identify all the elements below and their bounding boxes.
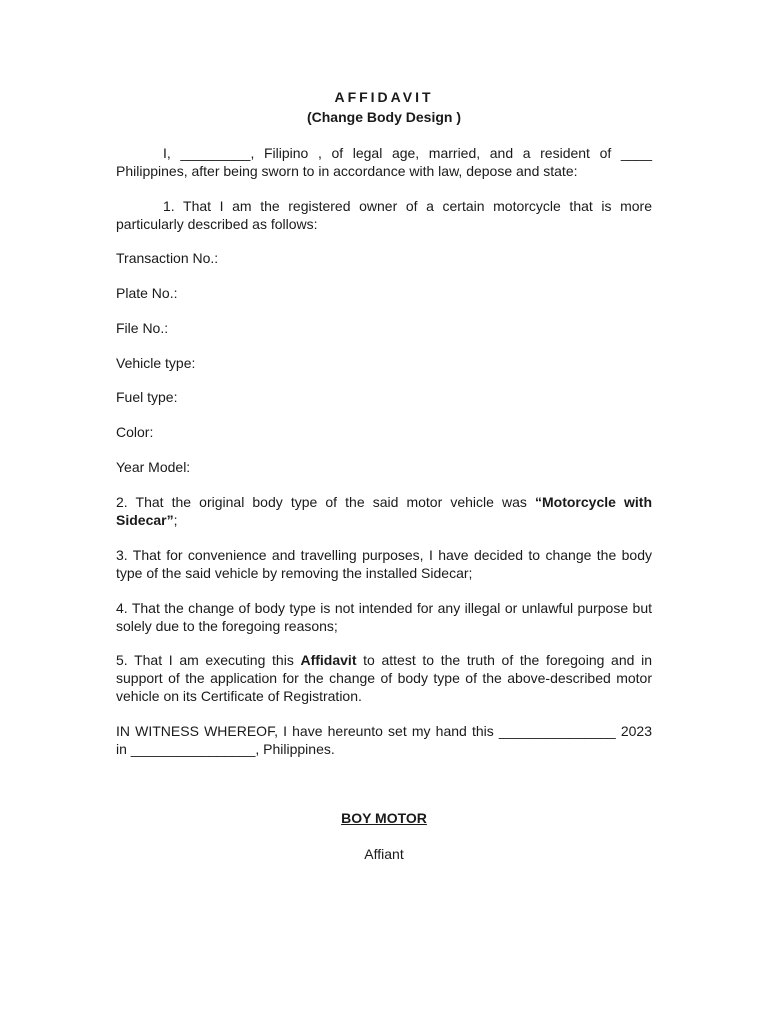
item-2-bold-text: “Motorcycle with Sidecar” <box>116 494 652 528</box>
field-year-model: Year Model: <box>116 459 191 475</box>
document-title: AFFIDAVIT <box>334 89 434 105</box>
document-subtitle: (Change Body Design ) <box>306 109 461 125</box>
item-5-bold-text: Affidavit <box>300 652 357 668</box>
item-1-line-1: 1. That I am the registered owner of a certain motorcycle that is more <box>163 198 652 214</box>
witness-paragraph <box>116 722 652 758</box>
item-2-tail: ; <box>173 512 178 528</box>
item-5-paragraph <box>116 651 652 705</box>
item-2-paragraph <box>116 493 652 529</box>
intro-line-2: Philippines, after being sworn to in accordance with law, depose and state: <box>116 163 578 179</box>
item-3-paragraph: 3. That for convenience and travelling purposes, I have decided to change the body type of the said vehicle by removing the installed Sidecar; <box>116 547 652 581</box>
witness-line-2: in ________________, Philippines. <box>116 741 335 757</box>
signatory-block <box>116 809 652 827</box>
item-2-text: 2. That the original body type of the said motor vehicle was <box>116 494 535 510</box>
item-5-text: 5. That I am executing this <box>116 652 301 668</box>
item-4-paragraph: 4. That the change of body type is not intended for any illegal or unlawful purpose but solely due to the foregoing reasons; <box>116 600 652 634</box>
field-vehicle-type: Vehicle type: <box>116 355 196 371</box>
field-file-no: File No.: <box>116 320 169 336</box>
field-fuel-type: Fuel type: <box>116 389 178 405</box>
witness-line-1: IN WITNESS WHEREOF, I have hereunto set my hand this _______________ 2023 <box>116 723 652 739</box>
field-plate-no: Plate No.: <box>116 285 178 301</box>
signatory-role: Affiant <box>364 846 404 862</box>
signatory-name: BOY MOTOR <box>341 810 427 826</box>
item-1-line-2: particularly described as follows: <box>116 216 318 232</box>
field-color: Color: <box>116 424 154 440</box>
intro-paragraph <box>116 144 652 180</box>
item-1-paragraph <box>116 197 652 233</box>
intro-line-1: I, _________, Filipino , of legal age, married, and a resident of ____ <box>163 145 652 161</box>
item-5-tail: to attest to the truth of the foregoing and in support of the application for the change of body type of the above-described motor vehicle on its Certificate of Registration. <box>116 652 652 704</box>
field-transaction-no: Transaction No.: <box>116 250 219 266</box>
